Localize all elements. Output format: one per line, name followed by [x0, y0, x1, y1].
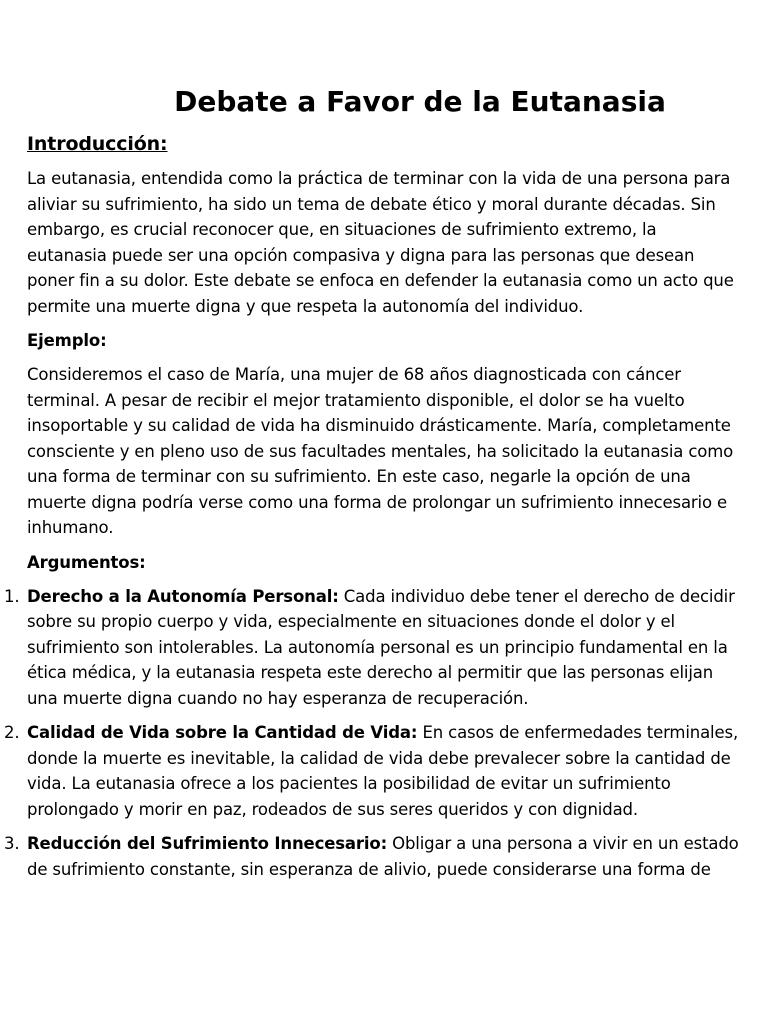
argument-text: En casos de enfermedades terminales, donde la muerte es inevitable, la calidad de vida debe prevalecer sobre la cantidad de vida. La eutanasia ofrece a los pacientes la posibilidad de evitar un sufrimiento prolongado y morir en paz, rodeados de sus seres queridos y con dignidad.: [27, 723, 739, 819]
argument-item: [4, 720, 739, 822]
document-body: [4, 130, 739, 891]
argument-item: [4, 584, 739, 712]
introduction-heading: Introducción:: [27, 133, 168, 155]
argument-title: Reducción del Sufrimiento Innecesario:: [27, 834, 388, 853]
document-title: Debate a Favor de la Eutanasia: [174, 85, 666, 118]
arguments-list: [4, 584, 739, 883]
arguments-heading: Argumentos:: [27, 552, 146, 572]
argument-number: 3.: [4, 834, 20, 853]
argument-text: Obligar a una persona a vivir en un estado de sufrimiento constante, sin esperanza de alivio, puede considerarse una forma de: [27, 834, 739, 879]
argument-text: Cada individuo debe tener el derecho de decidir sobre su propio cuerpo y vida, especialmente en situaciones donde el dolor y el sufrimiento son intolerables. La autonomía personal es un principio fundamental en la ética médica, y la eutanasia respeta este derecho al permitir que las personas elijan una muerte digna cuando no hay esperanza de recuperación.: [27, 586, 735, 708]
example-heading: Ejemplo:: [27, 331, 107, 350]
example-paragraph: Consideremos el caso de María, una mujer de 68 años diagnosticada con cáncer terminal. A pesar de recibir el mejor tratamiento disponible, el dolor se ha vuelto insoportable y su calidad de vida ha disminuido drásticamente. María, completamente consciente y en pleno uso de sus facultades mentales, ha solicitado la eutanasia como una forma de terminar con su sufrimiento. En este caso, negarle la opción de una muerte digna podría verse como una forma de prolongar un sufrimiento innecesario e inhumano.: [27, 365, 734, 537]
introduction-paragraph: La eutanasia, entendida como la práctica de terminar con la vida de una persona para aliviar su sufrimiento, ha sido un tema de debate ético y moral durante décadas. Sin embargo, es crucial reconocer que, en situaciones de sufrimiento extremo, la eutanasia puede ser una opción compasiva y digna para las personas que desean poner fin a su dolor. Este debate se enfoca en defender la eutanasia como un acto que permite una muerte digna y que respeta la autonomía del individuo.: [27, 169, 734, 316]
argument-item: [4, 831, 739, 882]
argument-title: Calidad de Vida sobre la Cantidad de Vida:: [27, 723, 418, 742]
argument-number: 2.: [4, 723, 20, 742]
argument-number: 1.: [4, 586, 20, 606]
argument-title: Derecho a la Autonomía Personal:: [27, 586, 339, 606]
